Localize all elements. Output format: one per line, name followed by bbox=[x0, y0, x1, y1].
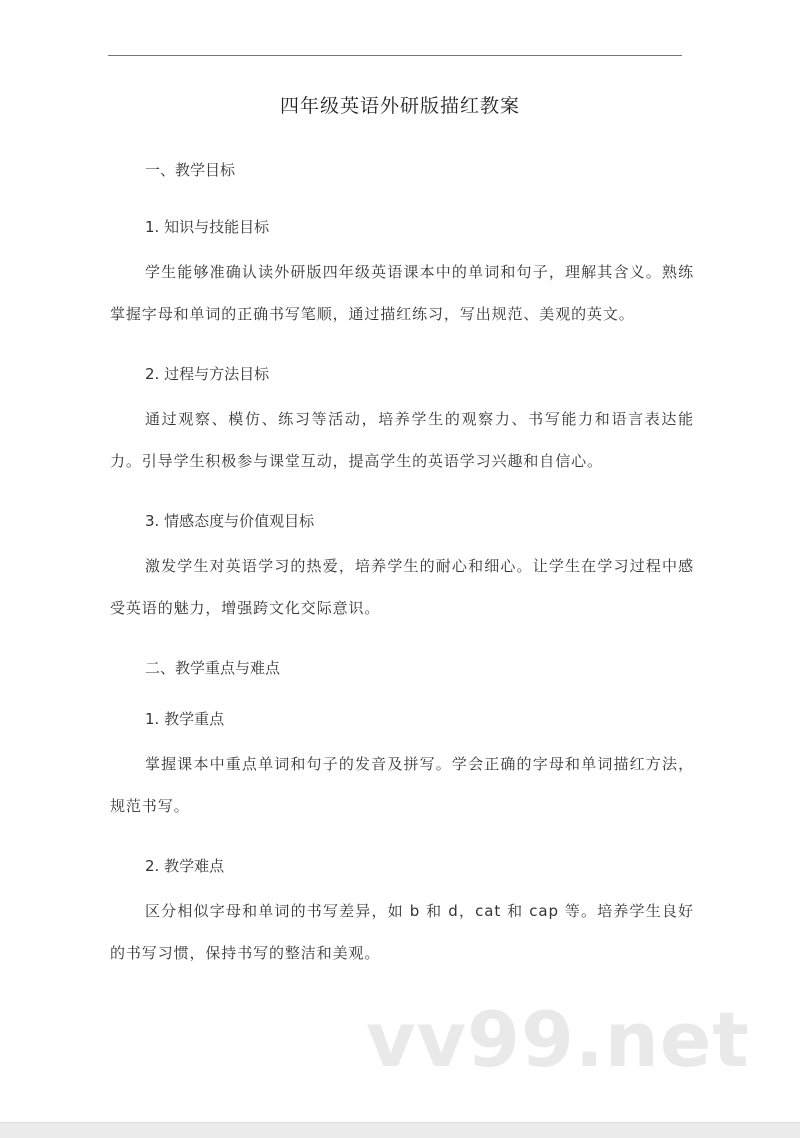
subsection-heading-difficulties: 2. 教学难点 bbox=[145, 857, 225, 875]
watermark: vv99.net bbox=[366, 995, 750, 1084]
document-body bbox=[110, 160, 694, 974]
subsection-heading-focus: 1. 教学重点 bbox=[145, 710, 225, 728]
paragraph-difficulties: 区分相似字母和单词的书写差异，如 b 和 d，cat 和 cap 等。培养学生良好的书写习惯，保持书写的整洁和美观。 bbox=[110, 902, 694, 962]
subsection-heading-knowledge-skills: 1. 知识与技能目标 bbox=[145, 218, 270, 236]
paragraph-attitudes-values: 激发学生对英语学习的热爱，培养学生的耐心和细心。让学生在学习过程中感受英语的魅力，增强跨文化交际意识。 bbox=[110, 557, 694, 617]
paragraph-focus: 掌握课本中重点单词和句子的发音及拼写。学会正确的字母和单词描红方法，规范书写。 bbox=[110, 755, 694, 815]
header-rule bbox=[108, 55, 682, 56]
page-bottom-edge bbox=[0, 1122, 800, 1138]
section-heading-objectives: 一、教学目标 bbox=[145, 161, 236, 179]
subsection-heading-attitudes-values: 3. 情感态度与价值观目标 bbox=[145, 512, 315, 530]
paragraph-knowledge-skills: 学生能够准确认读外研版四年级英语课本中的单词和句子，理解其含义。熟练掌握字母和单词的正确书写笔顺，通过描红练习，写出规范、美观的英文。 bbox=[110, 263, 694, 323]
section-heading-key-points: 二、教学重点与难点 bbox=[145, 659, 281, 677]
paragraph-process-methods: 通过观察、模仿、练习等活动，培养学生的观察力、书写能力和语言表达能力。引导学生积极参与课堂互动，提高学生的英语学习兴趣和自信心。 bbox=[110, 410, 694, 470]
subsection-heading-process-methods: 2. 过程与方法目标 bbox=[145, 365, 270, 383]
document-title: 四年级英语外研版描红教案 bbox=[279, 95, 520, 117]
